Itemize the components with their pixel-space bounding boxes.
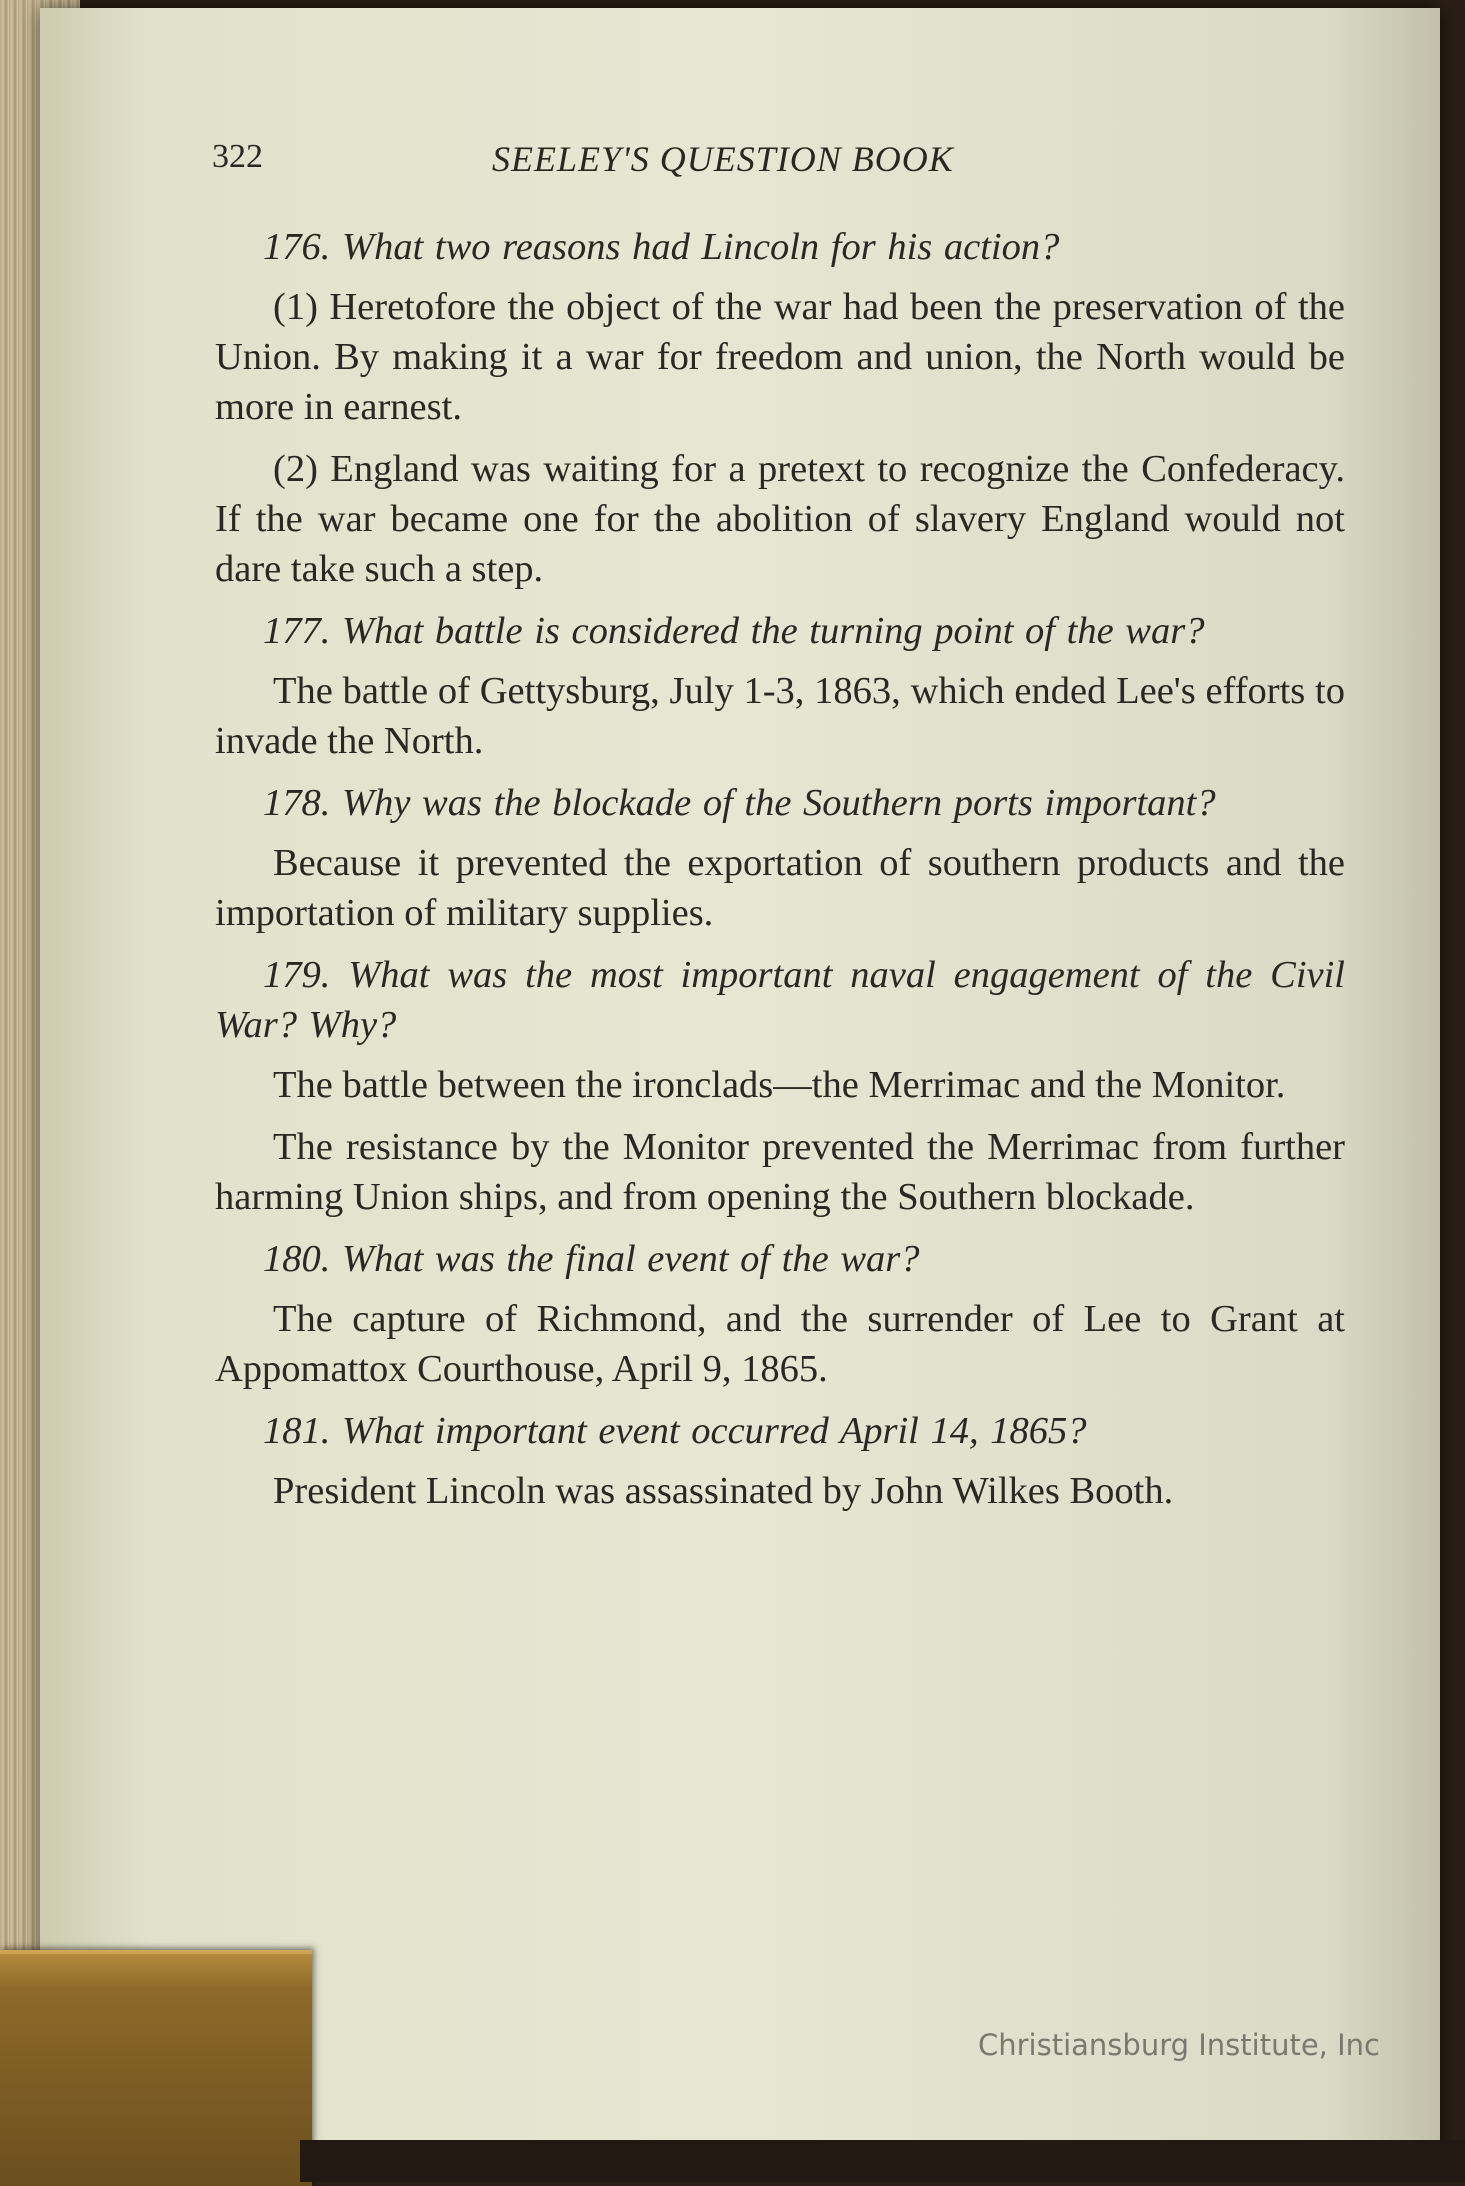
question-178 [215, 778, 1345, 828]
answer-176-1: (1) Heretofore the object of the war had been the preservation of the Union. By making it a war for freedom and union, the North would be more in earnest. [215, 286, 1345, 428]
question-number: 181. [263, 1410, 331, 1452]
answer-179-1: The battle between the ironclads—the Merrimac and the Monitor. [273, 1064, 1286, 1106]
question-176 [215, 222, 1345, 272]
question-text: What battle is considered the turning point of the war? [342, 610, 1205, 652]
book-title: SEELEY'S QUESTION BOOK [492, 139, 954, 179]
answer-176-2: (2) England was waiting for a pretext to recognize the Confederacy. If the war became one for the abolition of slavery England would not dare take such a step. [215, 448, 1345, 590]
question-number: 177. [263, 610, 331, 652]
question-number: 179. [263, 954, 331, 996]
answer-178: Because it prevented the exportation of southern products and the importation of military supplies. [215, 842, 1345, 934]
book-cover-corner [0, 1950, 312, 2186]
answer-181: President Lincoln was assassinated by John Wilkes Booth. [273, 1470, 1174, 1512]
page-number: 322 [212, 138, 263, 175]
question-text: What important event occurred April 14, 1865? [342, 1410, 1087, 1452]
watermark: Christiansburg Institute, Inc [978, 2028, 1380, 2062]
question-177 [215, 606, 1345, 656]
answer-179-2: The resistance by the Monitor prevented the Merrimac from further harming Union ships, and from opening the Southern blockade. [215, 1126, 1345, 1218]
answer-180: The capture of Richmond, and the surrender of Lee to Grant at Appomattox Courthouse, April 9, 1865. [215, 1298, 1345, 1390]
question-181 [215, 1406, 1345, 1456]
question-179 [215, 950, 1345, 1050]
question-text: What two reasons had Lincoln for his action? [342, 226, 1060, 268]
question-180 [215, 1234, 1345, 1284]
question-text: What was the final event of the war? [342, 1238, 920, 1280]
answer-177: The battle of Gettysburg, July 1-3, 1863, which ended Lee's efforts to invade the North. [215, 670, 1345, 762]
running-head [212, 138, 1072, 188]
question-number: 176. [263, 226, 331, 268]
question-number: 180. [263, 1238, 331, 1280]
question-text: What was the most important naval engagement of the Civil War? Why? [215, 954, 1345, 1046]
question-number: 178. [263, 782, 331, 824]
bottom-shadow [300, 2140, 1465, 2182]
page-content [215, 222, 1345, 1528]
question-text: Why was the blockade of the Southern ports important? [342, 782, 1216, 824]
